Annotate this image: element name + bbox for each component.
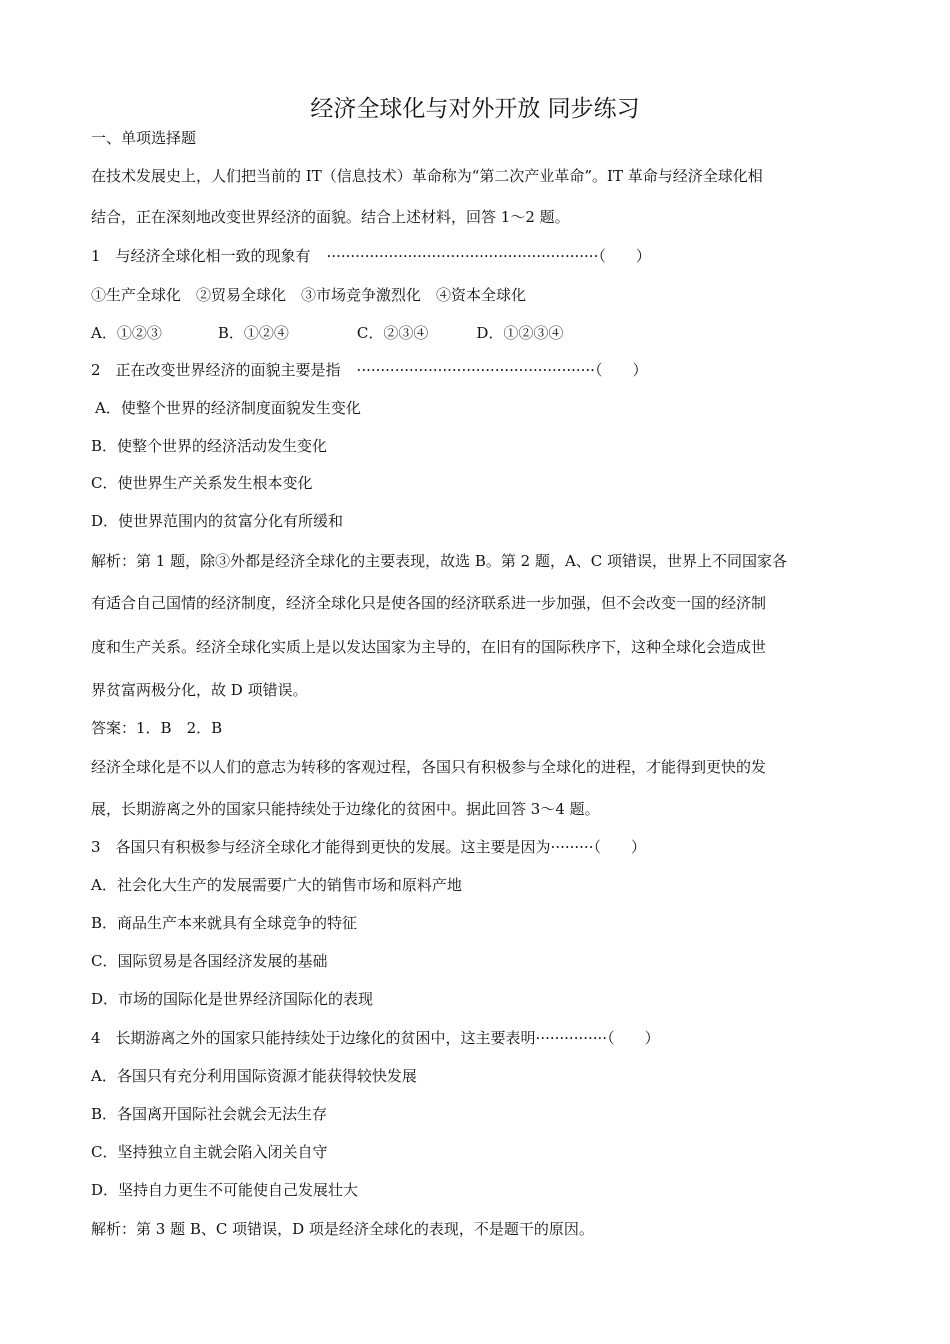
analysis-2: 解析：第 3 题 B、C 项错误，D 项是经济全球化的表现，不是题干的原因。 xyxy=(91,1220,594,1238)
section-heading: 一、单项选择题 xyxy=(91,129,197,147)
question-3 xyxy=(91,836,646,858)
question-4-paren: （ ） xyxy=(607,1029,660,1047)
question-1 xyxy=(91,245,651,267)
question-4-option-c: C．坚持独立自主就会陷入闭关自守 xyxy=(91,1143,328,1161)
question-3-option-a: A．社会化大生产的发展需要广大的销售市场和原料产地 xyxy=(91,876,462,894)
option-d: D．①②③④ xyxy=(476,324,564,342)
question-2-paren: （ ） xyxy=(594,361,648,379)
question-1-dots: ························································· xyxy=(326,247,599,265)
option-a: A．①②③ xyxy=(91,324,162,342)
question-3-option-b: B．商品生产本来就具有全球竞争的特征 xyxy=(91,914,358,932)
analysis-1-line4: 界贫富两极分化，故 D 项错误。 xyxy=(91,681,308,699)
question-2-dots: ·················································· xyxy=(356,361,595,379)
question-2-option-b: B．使整个世界的经济活动发生变化 xyxy=(91,437,328,455)
page-title: 经济全球化与对外开放 同步练习 xyxy=(310,96,640,122)
question-1-paren: （ ） xyxy=(598,247,651,265)
intro1-line2: 结合，正在深刻地改变世界经济的面貌。结合上述材料，回答 1～2 题。 xyxy=(91,208,570,226)
question-2-option-c: C．使世界生产关系发生根本变化 xyxy=(91,474,313,492)
analysis-1-line3: 度和生产关系。经济全球化实质上是以发达国家为主导的，在旧有的国际秩序下，这种全球化会造成世 xyxy=(91,638,767,656)
question-4-option-b: B．各国离开国际社会就会无法生存 xyxy=(91,1105,328,1123)
option-c: C．②③④ xyxy=(356,324,429,342)
question-4-option-d: D．坚持自力更生不可能使自己发展壮大 xyxy=(91,1181,359,1199)
question-4 xyxy=(91,1027,660,1049)
answer-1: 答案：1．B 2．B xyxy=(91,719,223,737)
question-2-option-d: D．使世界范围内的贫富分化有所缓和 xyxy=(91,512,344,530)
question-3-paren: （ ） xyxy=(593,838,646,856)
question-2-stem: 2 正在改变世界经济的面貌主要是指 xyxy=(91,361,341,379)
question-4-option-a: A．各国只有充分利用国际资源才能获得较快发展 xyxy=(91,1067,417,1085)
question-2 xyxy=(91,359,647,381)
question-1-stem: 1 与经济全球化相一致的现象有 xyxy=(91,247,311,265)
question-1-options xyxy=(91,322,563,344)
analysis-1-line1: 解析：第 1 题，除③外都是经济全球化的主要表现，故选 B。第 2 题，A、C 项错误，世界上不同国家各 xyxy=(91,552,788,570)
question-3-option-d: D．市场的国际化是世界经济国际化的表现 xyxy=(91,990,374,1008)
question-3-option-c: C．国际贸易是各国经济发展的基础 xyxy=(91,952,328,970)
question-4-stem: 4 长期游离之外的国家只能持续处于边缘化的贫困中，这主要表明··············· xyxy=(91,1029,608,1047)
question-1-items: ①生产全球化 ②贸易全球化 ③市场竞争激烈化 ④资本全球化 xyxy=(91,286,527,304)
question-2-option-a: A．使整个世界的经济制度面貌发生变化 xyxy=(95,399,361,417)
option-b: B．①②④ xyxy=(217,324,289,342)
intro2-line2: 展，长期游离之外的国家只能持续处于边缘化的贫困中。据此回答 3～4 题。 xyxy=(91,800,600,818)
question-3-stem: 3 各国只有积极参与经济全球化才能得到更快的发展。这主要是因为········· xyxy=(91,838,594,856)
analysis-1-line2: 有适合自己国情的经济制度，经济全球化只是使各国的经济联系进一步加强，但不会改变一国的经济制 xyxy=(91,594,767,612)
intro1-line1: 在技术发展史上，人们把当前的 IT（信息技术）革命称为“第二次产业革命”。IT 革命与经济全球化相 xyxy=(91,167,763,185)
intro2-line1: 经济全球化是不以人们的意志为转移的客观过程，各国只有积极参与全球化的进程，才能得到更快的发 xyxy=(91,758,767,776)
